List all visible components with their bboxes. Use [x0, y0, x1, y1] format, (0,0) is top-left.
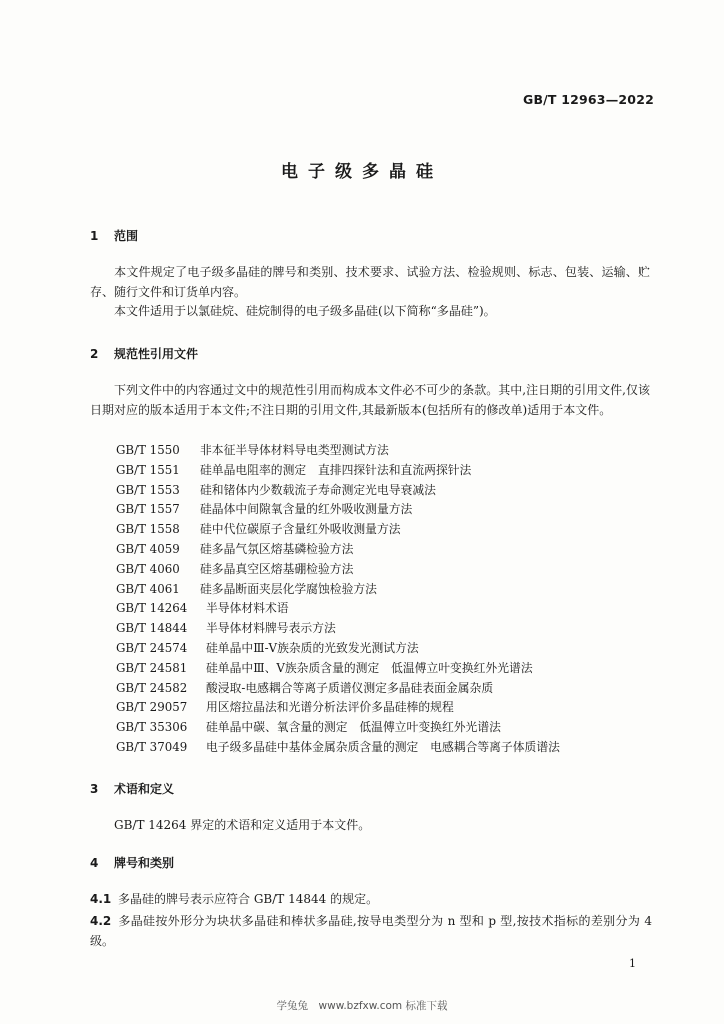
reference-code: GB/T 4059 [116, 541, 180, 556]
section-title: 术语和定义 [114, 782, 175, 796]
reference-code: GB/T 14844 [116, 621, 188, 636]
section-heading-normative-refs [90, 345, 198, 362]
reference-item [116, 679, 560, 699]
reference-item [116, 738, 560, 758]
section-number: 2 [90, 347, 99, 361]
reference-code: GB/T 1557 [116, 502, 180, 517]
section-heading-terms [90, 780, 174, 797]
reference-title: 硅单晶中碳、氧含量的测定 低温傅立叶变换红外光谱法 [206, 720, 501, 735]
terms-paragraph: GB/T 14264 界定的术语和定义适用于本文件。 [114, 818, 371, 832]
section-number: 3 [90, 782, 99, 796]
section-heading-grades [90, 854, 174, 871]
reference-item [116, 659, 560, 679]
reference-item [116, 718, 560, 738]
footer-watermark[interactable]: 学兔兔 www.bzfxw.com 标准下载 [276, 1000, 448, 1012]
section-title: 规范性引用文件 [114, 347, 199, 361]
reference-code: GB/T 14264 [116, 601, 188, 616]
reference-code: GB/T 4060 [116, 561, 180, 576]
reference-item [116, 540, 560, 560]
reference-title: 电子级多晶硅中基体金属杂质含量的测定 电感耦合等离子体质谱法 [206, 739, 560, 754]
reference-title: 硅单晶电阻率的测定 直排四探针法和直流两探针法 [200, 462, 472, 477]
reference-title: 硅和锗体内少数载流子寿命测定光电导衰减法 [200, 482, 436, 497]
reference-title: 半导体材料术语 [206, 601, 289, 616]
reference-code: GB/T 29057 [116, 700, 188, 715]
reference-item [116, 560, 560, 580]
normative-refs-intro: 下列文件中的内容通过文中的规范性引用而构成本文件必不可少的条款。其中,注日期的引用文件,仅该日期对应的版本适用于本文件;不注日期的引用文件,其最新版本(包括所有的修改单)适用于本文件。 [90, 383, 650, 417]
reference-code: GB/T 1550 [116, 443, 180, 457]
reference-title: 硅晶体中间隙氧含量的红外吸收测量方法 [200, 502, 413, 517]
section-title: 牌号和类别 [114, 856, 175, 870]
reference-item [116, 500, 560, 520]
clause-4-1 [90, 890, 652, 910]
reference-title: 用区熔拉晶法和光谱分析法评价多晶硅棒的规程 [206, 700, 454, 715]
reference-code: GB/T 1558 [116, 522, 180, 537]
reference-item [116, 441, 560, 461]
scope-paragraph-2: 本文件适用于以氯硅烷、硅烷制得的电子级多晶硅(以下简称“多晶硅”)。 [114, 304, 496, 318]
reference-title: 硅单晶中Ⅲ-Ⅴ族杂质的光致发光测试方法 [206, 640, 419, 655]
clause-4-2 [90, 912, 652, 951]
reference-item [116, 520, 560, 540]
reference-title: 非本征半导体材料导电类型测试方法 [200, 443, 389, 457]
scope-paragraph-1: 本文件规定了电子级多晶硅的牌号和类别、技术要求、试验方法、检验规则、标志、包装、运输、贮存、随行文件和订货单内容。 [90, 265, 650, 299]
section-number: 4 [90, 856, 99, 870]
reference-code: GB/T 1551 [116, 462, 180, 477]
clause-number: 4.2 [90, 914, 112, 928]
reference-title: 硅多晶断面夹层化学腐蚀检验方法 [200, 581, 377, 596]
reference-code: GB/T 24581 [116, 660, 188, 675]
reference-title: 硅多晶真空区熔基硼检验方法 [200, 561, 354, 576]
reference-item [116, 698, 560, 718]
clause-number: 4.1 [90, 892, 112, 906]
reference-code: GB/T 24582 [116, 680, 188, 695]
section-number: 1 [90, 229, 99, 243]
reference-code: GB/T 37049 [116, 739, 188, 754]
reference-title: 酸浸取-电感耦合等离子质谱仪测定多晶硅表面金属杂质 [206, 680, 494, 695]
reference-list [116, 441, 560, 758]
reference-code: GB/T 24574 [116, 640, 188, 655]
reference-code: GB/T 35306 [116, 720, 188, 735]
reference-title: 硅单晶中Ⅲ、Ⅴ族杂质含量的测定 低温傅立叶变换红外光谱法 [206, 660, 533, 675]
page-number: 1 [629, 957, 636, 970]
document-title: 电子级多晶硅 [281, 162, 443, 182]
reference-item [116, 599, 560, 619]
reference-item [116, 461, 560, 481]
reference-title: 硅中代位碳原子含量红外吸收测量方法 [200, 522, 401, 537]
reference-title: 硅多晶气氛区熔基磷检验方法 [200, 541, 354, 556]
section-title: 范围 [114, 229, 139, 243]
reference-title: 半导体材料牌号表示方法 [206, 621, 336, 636]
clause-text: 多晶硅的牌号表示应符合 GB/T 14844 的规定。 [118, 892, 379, 906]
reference-item [116, 639, 560, 659]
clause-text: 多晶硅按外形分为块状多晶硅和棒状多晶硅,按导电类型分为 n 型和 p 型,按技术指标的差别分为 4 级。 [90, 914, 652, 948]
reference-code: GB/T 1553 [116, 482, 180, 497]
reference-item [116, 619, 560, 639]
standard-code: GB/T 12963—2022 [522, 92, 654, 107]
reference-item [116, 481, 560, 501]
section-heading-scope [90, 227, 138, 244]
reference-item [116, 580, 560, 600]
reference-code: GB/T 4061 [116, 581, 180, 596]
